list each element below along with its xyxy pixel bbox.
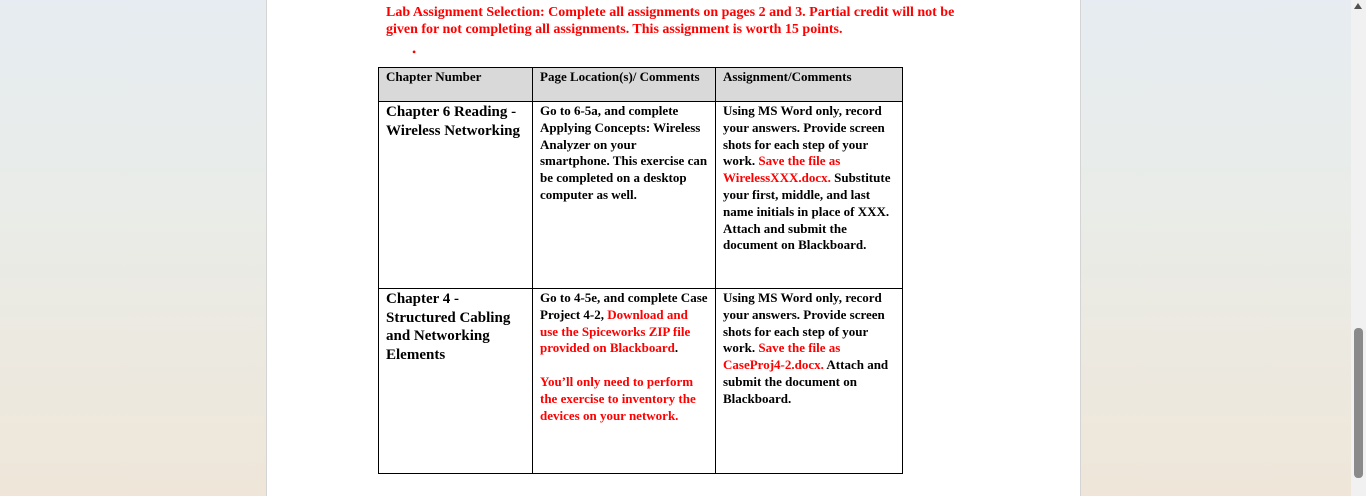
assignment-notice: Lab Assignment Selection: Complete all assignments on pages 2 and 3. Partial credit will not be given for not completing all assignments. This assignment is worth 15 points.	[386, 5, 955, 37]
row2-assignment-text: Using MS Word only, record your answers. Provide screen shots for each step of your work.	[723, 290, 885, 356]
table-header-row	[379, 68, 903, 102]
scroll-up-arrow-icon[interactable]	[1354, 3, 1362, 9]
header-page-location: Page Location(s)/ Comments	[533, 68, 716, 102]
vertical-scrollbar[interactable]	[1351, 0, 1366, 496]
header-assignment-comments: Assignment/Comments	[716, 68, 903, 102]
row1-chapter: Chapter 6 Reading - Wireless Networking	[379, 102, 533, 289]
row2-location	[533, 289, 716, 474]
row1-assignment-text: Using MS Word only, record your answers. Provide screen shots for each step of your work.	[723, 103, 885, 169]
row2-assignment	[716, 289, 903, 474]
row2-location-text: Go to 4-5e, and complete Case Project 4-2,	[540, 290, 708, 322]
row2-inventory-note: You’ll only need to perform the exercise to inventory the devices on your network.	[540, 373, 696, 423]
paragraph-gap	[540, 357, 708, 374]
row1-assignment	[716, 102, 903, 289]
row1-save-instruction: Save the file as WirelessXXX.docx.	[723, 153, 841, 186]
header-chapter-number: Chapter Number	[379, 68, 533, 102]
assignment-table	[378, 67, 903, 474]
row2-period: .	[674, 340, 679, 356]
row1-submit-instruction: Substitute your first, middle, and last name initials in place of XXX. Attach and submit the document on Blackboard.	[723, 170, 891, 253]
bullet-marker: •	[412, 45, 417, 59]
scroll-thumb[interactable]	[1354, 328, 1363, 478]
row2-chapter: Chapter 4 - Structured Cabling and Networking Elements	[379, 289, 533, 474]
document-page	[266, 0, 1081, 496]
row2-save-instruction: Save the file as CaseProj4-2.docx.	[723, 340, 841, 373]
table-row	[379, 289, 903, 474]
row2-download-instruction: Download and use the Spiceworks ZIP file provided on Blackboard	[540, 306, 691, 356]
row2-submit-instruction: Attach and submit the document on Blackboard.	[723, 357, 889, 406]
table-row	[379, 102, 903, 289]
row1-location: Go to 6-5a, and complete Applying Concepts: Wireless Analyzer on your smartphone. This exercise can be completed on a desktop computer as well.	[533, 102, 716, 289]
